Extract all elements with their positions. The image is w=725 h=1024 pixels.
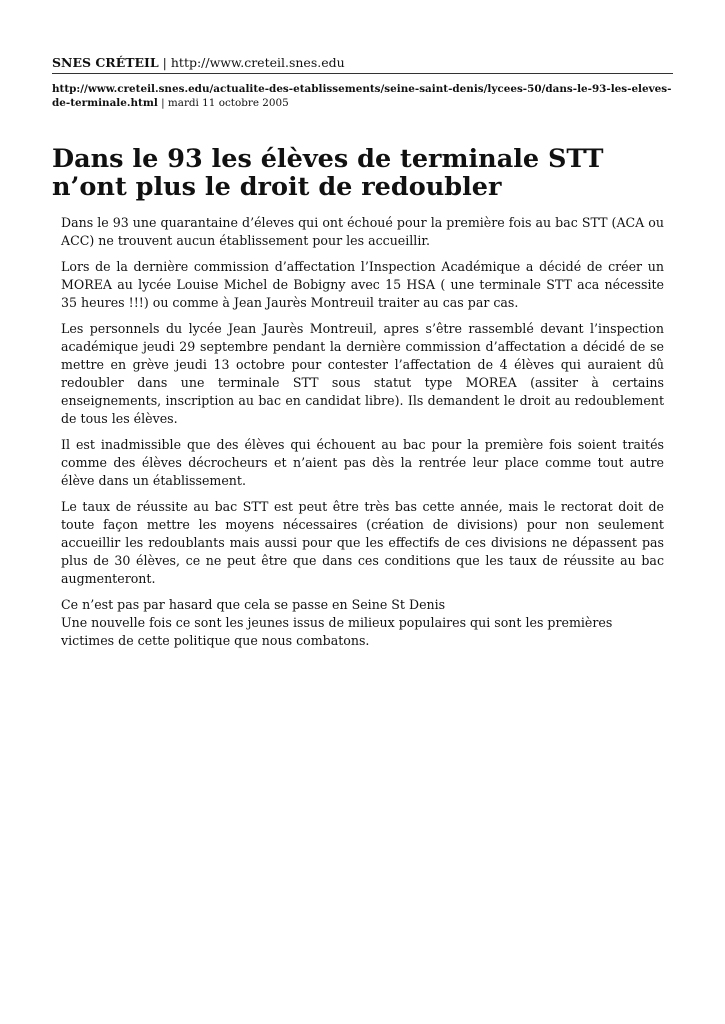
paragraph-4: Il est inadmissible que des élèves qui échouent au bac pour la première fois soient traités comme des élèves décrocheurs et n’aient pas dès la rentrée leur place comme tout autre élève dans un établissement. xyxy=(61,437,664,488)
header-divider xyxy=(52,73,673,74)
paragraph-1: Dans le 93 une quarantaine d’éleves qui ont échoué pour la première fois au bac STT (ACA ou ACC) ne trouvent aucun établissement pour les accueillir. xyxy=(61,215,664,248)
site-name: SNES CRÉTEIL xyxy=(52,55,159,70)
site-header xyxy=(52,55,673,71)
article-body xyxy=(61,214,664,658)
paragraph-5: Le taux de réussite au bac STT est peut être très bas cette année, mais le rectorat doit de toute façon mettre les moyens nécessaires (création de divisions) pour non seulement accueillir les redoublants mais aussi pour que les effectifs de ces divisions ne dépassent pas plus de 30 élèves, ce ne peut être que dans ces conditions que les taux de réussite au bac augmenteront. xyxy=(61,499,664,586)
meta-separator: | xyxy=(157,97,168,109)
paragraph-2: Lors de la dernière commission d’affectation l’Inspection Académique a décidé de créer un MOREA au lycée Louise Michel de Bobigny avec 15 HSA ( une terminale STT aca nécessite 35 heures !!!) ou comme à Jean Jaurès Montreuil traiter au cas par cas. xyxy=(61,259,664,310)
article-title: Dans le 93 les élèves de terminale STT n’ont plus le droit de redoubler xyxy=(52,144,604,202)
article-meta xyxy=(52,82,673,110)
paragraph-3: Les personnels du lycée Jean Jaurès Montreuil, apres s’être rassemblé devant l’inspection académique jeudi 29 septembre pendant la dernière commission d’affectation a décidé de se mettre en grève jeudi 13 octobre pour contester l’affectation de 4 élèves qui auraient dû redoubler dans une terminale STT sous statut type MOREA (assiter à certains enseignements, inscription au bac en candidat libre). Ils demandent le droit au redoublement de tous les élèves. xyxy=(61,321,664,426)
header-separator: | xyxy=(158,55,171,70)
closing-line-1: Ce n’est pas par hasard que cela se passe en Seine St Denis xyxy=(61,597,446,612)
site-url[interactable]: http://www.creteil.snes.edu xyxy=(170,55,345,70)
closing-line-2: Une nouvelle fois ce sont les jeunes issus de milieux populaires qui sont les premières victimes de cette politique que nous combatons. xyxy=(61,615,613,648)
article-url[interactable]: http://www.creteil.snes.edu/actualite-des-etablissements/seine-saint-denis/lycees-50/dans-le-93-les-eleves-de-terminale.html xyxy=(52,83,672,109)
article-date: mardi 11 octobre 2005 xyxy=(167,97,289,109)
closing-paragraph xyxy=(61,596,664,650)
